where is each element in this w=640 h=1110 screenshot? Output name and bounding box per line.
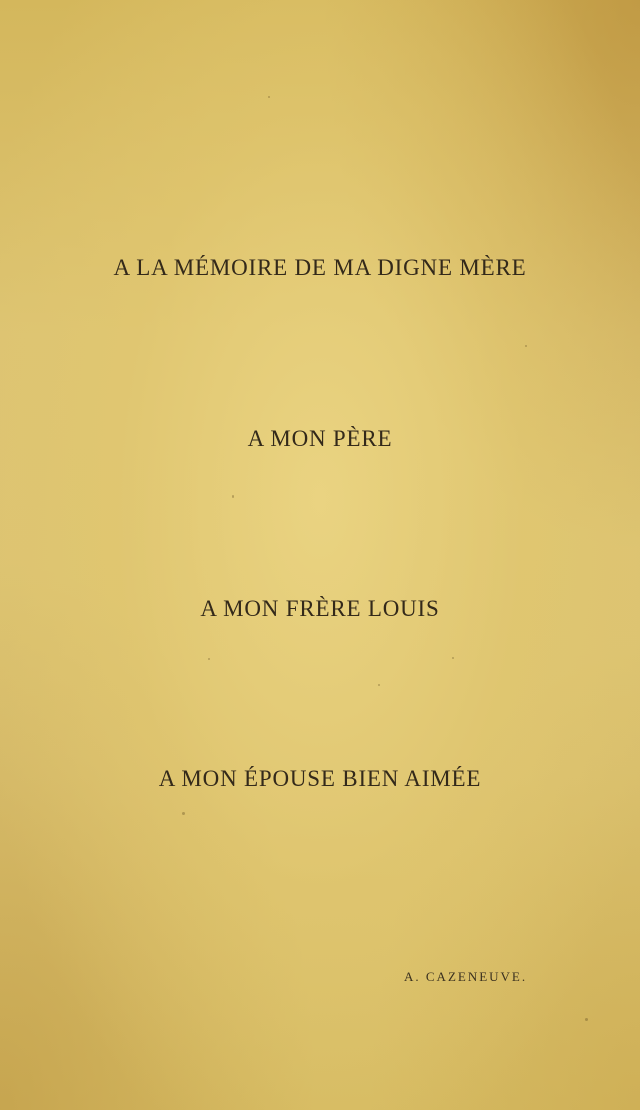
paper-speck	[378, 684, 380, 686]
paper-speck	[585, 1018, 588, 1021]
paper-speck	[452, 657, 454, 659]
paper-speck	[208, 658, 210, 660]
dedication-father: A MON PÈRE	[247, 426, 393, 451]
paper-speck	[268, 96, 270, 98]
paper-speck	[182, 812, 185, 815]
dedication-wife: A MON ÉPOUSE BIEN AIMÉE	[158, 766, 482, 791]
dedication-brother: A MON FRÈRE LOUIS	[200, 596, 440, 621]
paper-speck	[525, 345, 527, 347]
paper-speck	[232, 495, 234, 498]
author-signature: A. CAZENEUVE.	[404, 969, 528, 984]
dedication-mother: A LA MÉMOIRE DE MA DIGNE MÈRE	[113, 255, 527, 280]
